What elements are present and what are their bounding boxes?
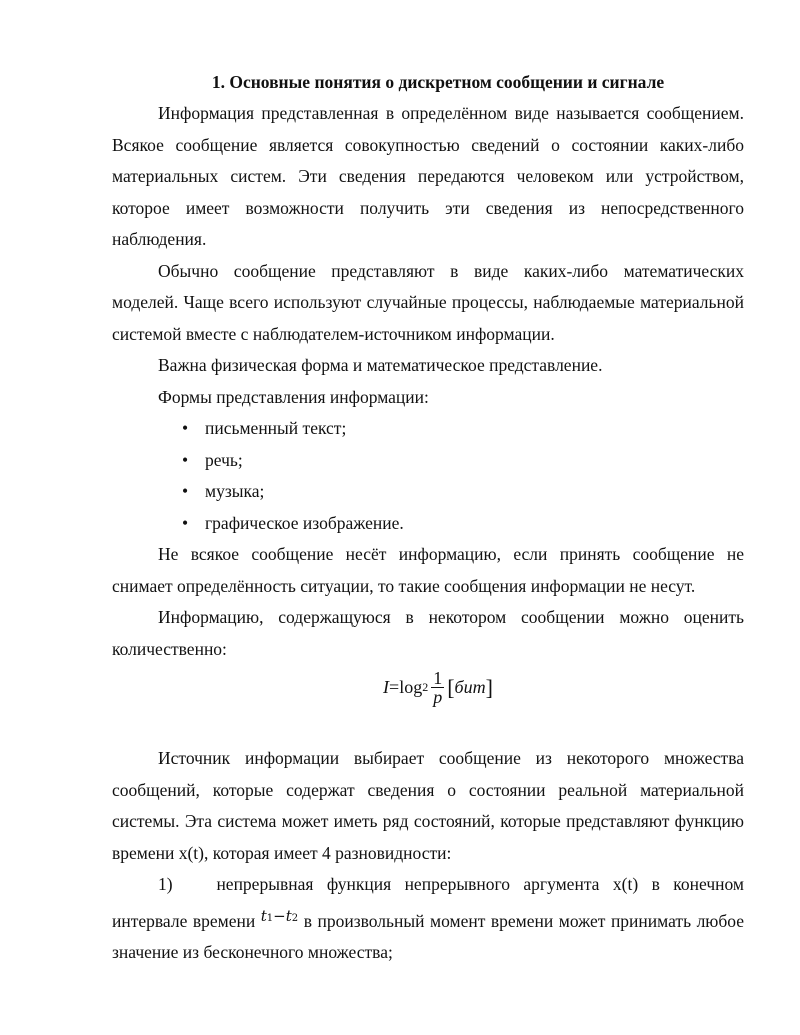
- formula-denominator: p: [433, 687, 443, 707]
- enum-item-1: [112, 869, 744, 969]
- list-item: • музыка;: [112, 476, 744, 508]
- list-item: • графическое изображение.: [112, 508, 744, 540]
- formula-bracket-open: [: [447, 674, 455, 700]
- paragraph-1: Информация представленная в определённом виде называется сообщением. Всякое сообщение является совокупностью сведений о состоянии каких-либо материальных систем. Эти сведения передаются человеком или устройством, которое имеет возможности получить эти сведения из непосредственного наблюдения.: [112, 103, 744, 249]
- formula-bracket-close: ]: [485, 674, 493, 700]
- info-forms-list: [112, 413, 744, 539]
- list-item: • письменный текст;: [112, 413, 744, 445]
- bullet-icon: •: [182, 481, 189, 501]
- bullet-icon: •: [182, 418, 189, 438]
- paragraph-4: Формы представления информации:: [158, 386, 429, 407]
- formula-fraction: [431, 669, 444, 706]
- formula-log-base: 2: [422, 680, 429, 694]
- bullet-icon: •: [182, 512, 189, 533]
- list-item: • речь;: [112, 445, 744, 477]
- information-formula: [112, 669, 744, 727]
- enum-number: 1): [158, 874, 173, 894]
- paragraph-2: Обычно сообщение представляют в виде каких-либо математических моделей. Чаще всего используют случайные процессы, наблюдаемые материальной системой вместе с наблюдателем-источником информации.: [112, 260, 744, 344]
- document-page: [112, 66, 744, 969]
- formula-equals: =: [389, 677, 400, 697]
- paragraph-6: Информацию, содержащуюся в некотором сообщении можно оценить количественно:: [112, 607, 744, 659]
- paragraph-7: Источник информации выбирает сообщение из некоторого множества сообщений, которые содержат сведения о состоянии реальной материальной системы. Эта система может иметь ряд состояний, которые представляют функцию времени x(t), которая имеет 4 разновидности:: [112, 748, 744, 863]
- bullet-icon: •: [182, 449, 189, 470]
- formula-numerator: 1: [433, 668, 443, 688]
- enum-text-b: в произвольный момент времени может принимать любое значение из бесконечного множества;: [112, 910, 745, 962]
- formula-lhs: I: [383, 677, 390, 697]
- time-interval-math: t1−t2: [260, 906, 299, 925]
- formula-log: log: [399, 677, 423, 697]
- paragraph-3: Важна физическая форма и математическое представление.: [158, 355, 603, 375]
- enum-text-a: непрерывная функция непрерывного аргумента x(t) в конечном интервале времени: [112, 874, 744, 931]
- paragraph-5: Не всякое сообщение несёт информацию, если принять сообщение не снимает определённость ситуации, то такие сообщения информации не несут.: [112, 544, 744, 596]
- section-title: 1. Основные понятия о дискретном сообщении и сигнале: [211, 72, 665, 92]
- formula-unit: бит: [454, 677, 486, 697]
